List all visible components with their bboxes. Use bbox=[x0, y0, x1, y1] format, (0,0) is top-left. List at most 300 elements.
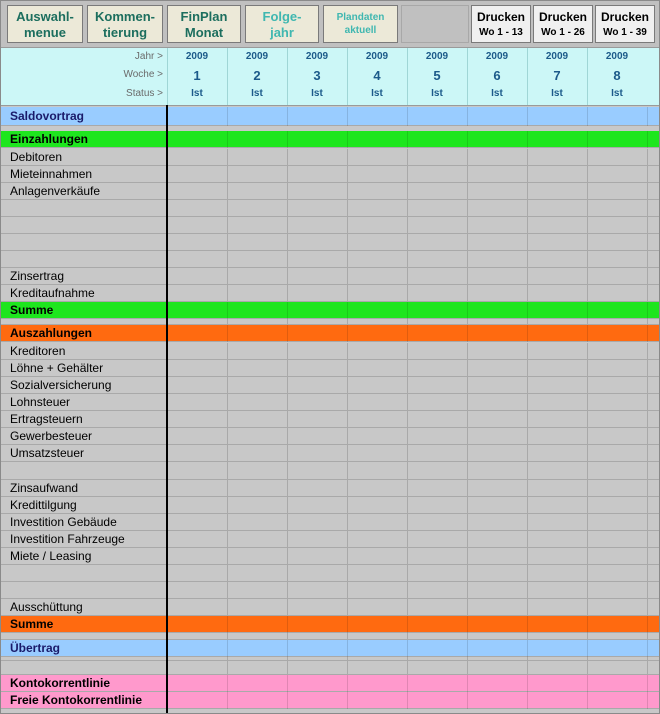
value-cell[interactable] bbox=[528, 675, 587, 691]
value-cell[interactable] bbox=[408, 480, 467, 496]
row-mieteinnahmen bbox=[1, 166, 659, 183]
value-cell[interactable] bbox=[348, 285, 407, 301]
value-cell[interactable] bbox=[408, 217, 467, 233]
value-cell[interactable] bbox=[408, 675, 467, 691]
value-cell[interactable] bbox=[288, 251, 347, 267]
value-cell[interactable] bbox=[588, 565, 647, 581]
value-cell[interactable] bbox=[168, 394, 227, 410]
value-cell[interactable] bbox=[228, 428, 287, 444]
value-cell[interactable] bbox=[348, 343, 407, 359]
value-cell[interactable] bbox=[528, 166, 587, 182]
value-cell[interactable] bbox=[288, 531, 347, 547]
value-cell[interactable] bbox=[168, 234, 227, 250]
finplan-monat-button[interactable] bbox=[167, 5, 241, 43]
value-cell[interactable] bbox=[528, 200, 587, 216]
value-cell[interactable] bbox=[168, 285, 227, 301]
value-cell[interactable] bbox=[408, 251, 467, 267]
cell-divider bbox=[647, 343, 648, 360]
value-cell[interactable] bbox=[588, 131, 647, 147]
value-cell[interactable] bbox=[408, 548, 467, 564]
value-cell[interactable] bbox=[288, 302, 347, 318]
value-cell[interactable] bbox=[348, 200, 407, 216]
value-cell[interactable] bbox=[588, 514, 647, 530]
value-cell[interactable] bbox=[228, 394, 287, 410]
value-cell[interactable] bbox=[408, 445, 467, 461]
value-cell[interactable] bbox=[468, 377, 527, 393]
value-cell[interactable] bbox=[228, 234, 287, 250]
value-cell[interactable] bbox=[528, 548, 587, 564]
value-cell[interactable] bbox=[408, 661, 467, 674]
value-cell[interactable] bbox=[528, 531, 587, 547]
value-cell[interactable] bbox=[468, 640, 527, 656]
value-cell[interactable] bbox=[408, 166, 467, 182]
value-cell[interactable] bbox=[408, 325, 467, 341]
value-cell[interactable] bbox=[288, 131, 347, 147]
value-cell[interactable] bbox=[288, 548, 347, 564]
value-cell[interactable] bbox=[468, 462, 527, 479]
value-cell[interactable] bbox=[528, 480, 587, 496]
value-cell[interactable] bbox=[468, 285, 527, 301]
value-cell[interactable] bbox=[588, 343, 647, 359]
value-cell[interactable] bbox=[228, 131, 287, 147]
value-cell[interactable] bbox=[468, 325, 527, 341]
cell-divider bbox=[527, 633, 528, 640]
value-cell[interactable] bbox=[168, 692, 227, 708]
value-cell[interactable] bbox=[168, 107, 227, 125]
value-cell[interactable] bbox=[228, 582, 287, 598]
value-cell[interactable] bbox=[228, 531, 287, 547]
value-cell[interactable] bbox=[588, 661, 647, 674]
value-cell[interactable] bbox=[348, 325, 407, 341]
value-cell[interactable] bbox=[168, 166, 227, 182]
value-cell[interactable] bbox=[288, 428, 347, 444]
value-cell[interactable] bbox=[348, 462, 407, 479]
value-cell[interactable] bbox=[528, 268, 587, 284]
value-cell[interactable] bbox=[588, 692, 647, 708]
value-cell[interactable] bbox=[228, 107, 287, 125]
value-cell[interactable] bbox=[468, 675, 527, 691]
value-cell[interactable] bbox=[528, 183, 587, 199]
folgejahr-button[interactable] bbox=[245, 5, 319, 43]
value-cell[interactable] bbox=[528, 411, 587, 427]
value-cell[interactable] bbox=[528, 377, 587, 393]
value-cell[interactable] bbox=[468, 131, 527, 147]
value-cell[interactable] bbox=[528, 599, 587, 615]
value-cell[interactable] bbox=[408, 302, 467, 318]
value-cell[interactable] bbox=[468, 480, 527, 496]
value-cell[interactable] bbox=[348, 166, 407, 182]
value-cell[interactable] bbox=[348, 582, 407, 598]
value-cell[interactable] bbox=[348, 548, 407, 564]
value-cell[interactable] bbox=[288, 149, 347, 165]
value-cell[interactable] bbox=[528, 661, 587, 674]
value-cell[interactable] bbox=[528, 514, 587, 530]
value-cell[interactable] bbox=[228, 285, 287, 301]
value-cell[interactable] bbox=[168, 428, 227, 444]
value-cell[interactable] bbox=[288, 377, 347, 393]
value-cell[interactable] bbox=[468, 183, 527, 199]
value-cell[interactable] bbox=[228, 166, 287, 182]
row-label: Kreditaufnahme bbox=[10, 286, 95, 300]
value-cell[interactable] bbox=[528, 692, 587, 708]
value-cell[interactable] bbox=[348, 217, 407, 233]
value-cell[interactable] bbox=[348, 445, 407, 461]
value-cell[interactable] bbox=[528, 285, 587, 301]
value-cell[interactable] bbox=[288, 616, 347, 632]
value-cell[interactable] bbox=[588, 428, 647, 444]
value-cell[interactable] bbox=[228, 497, 287, 513]
value-cell[interactable] bbox=[588, 480, 647, 496]
value-cell[interactable] bbox=[408, 107, 467, 125]
value-cell[interactable] bbox=[588, 234, 647, 250]
value-cell[interactable] bbox=[348, 149, 407, 165]
value-cell[interactable] bbox=[528, 234, 587, 250]
value-cell[interactable] bbox=[288, 360, 347, 376]
value-cell[interactable] bbox=[528, 582, 587, 598]
value-cell[interactable] bbox=[588, 616, 647, 632]
row-gridline bbox=[1, 125, 659, 126]
kommentierung-button[interactable] bbox=[87, 5, 163, 43]
value-cell[interactable] bbox=[468, 251, 527, 267]
value-cell[interactable] bbox=[468, 599, 527, 615]
row-einzahlungen bbox=[1, 131, 659, 148]
value-cell[interactable] bbox=[228, 343, 287, 359]
value-cell[interactable] bbox=[228, 149, 287, 165]
value-cell[interactable] bbox=[168, 200, 227, 216]
value-cell[interactable] bbox=[228, 302, 287, 318]
value-cell[interactable] bbox=[168, 445, 227, 461]
value-cell[interactable] bbox=[168, 183, 227, 199]
value-cell[interactable] bbox=[168, 675, 227, 691]
value-cell[interactable] bbox=[168, 149, 227, 165]
value-cell[interactable] bbox=[588, 268, 647, 284]
row-label: Saldovortrag bbox=[10, 109, 85, 123]
value-cell[interactable] bbox=[228, 411, 287, 427]
value-cell[interactable] bbox=[228, 640, 287, 656]
value-cell[interactable] bbox=[288, 480, 347, 496]
value-cell[interactable] bbox=[168, 268, 227, 284]
value-cell[interactable] bbox=[288, 640, 347, 656]
value-cell[interactable] bbox=[588, 360, 647, 376]
value-cell[interactable] bbox=[348, 640, 407, 656]
value-cell[interactable] bbox=[528, 394, 587, 410]
value-cell[interactable] bbox=[228, 217, 287, 233]
value-cell[interactable] bbox=[468, 692, 527, 708]
value-cell[interactable] bbox=[228, 565, 287, 581]
value-cell[interactable] bbox=[228, 692, 287, 708]
value-cell[interactable] bbox=[588, 377, 647, 393]
value-cell[interactable] bbox=[348, 616, 407, 632]
value-cell[interactable] bbox=[348, 411, 407, 427]
value-cell[interactable] bbox=[528, 445, 587, 461]
value-cell[interactable] bbox=[348, 360, 407, 376]
value-cell[interactable] bbox=[468, 149, 527, 165]
value-cell[interactable] bbox=[588, 531, 647, 547]
value-cell[interactable] bbox=[468, 360, 527, 376]
week-cell: 5 bbox=[433, 68, 441, 83]
value-cell[interactable] bbox=[468, 497, 527, 513]
value-cell[interactable] bbox=[168, 343, 227, 359]
value-cell[interactable] bbox=[588, 445, 647, 461]
value-cell[interactable] bbox=[468, 616, 527, 632]
value-cell[interactable] bbox=[528, 251, 587, 267]
value-cell[interactable] bbox=[468, 428, 527, 444]
value-cell[interactable] bbox=[468, 200, 527, 216]
row-hdg bbox=[1, 661, 659, 675]
value-cell[interactable] bbox=[288, 497, 347, 513]
value-cell[interactable] bbox=[348, 394, 407, 410]
value-cell[interactable] bbox=[408, 582, 467, 598]
year-cell: 2009 bbox=[245, 51, 269, 62]
value-cell[interactable] bbox=[408, 183, 467, 199]
value-cell[interactable] bbox=[168, 251, 227, 267]
cell-divider bbox=[347, 633, 348, 640]
value-cell[interactable] bbox=[528, 640, 587, 656]
value-cell[interactable] bbox=[528, 302, 587, 318]
value-cell[interactable] bbox=[228, 268, 287, 284]
value-cell[interactable] bbox=[168, 565, 227, 581]
value-cell[interactable] bbox=[348, 302, 407, 318]
value-cell[interactable] bbox=[528, 565, 587, 581]
value-cell[interactable] bbox=[588, 462, 647, 479]
value-cell[interactable] bbox=[408, 692, 467, 708]
value-cell[interactable] bbox=[588, 675, 647, 691]
value-cell[interactable] bbox=[528, 616, 587, 632]
value-cell[interactable] bbox=[228, 183, 287, 199]
value-cell[interactable] bbox=[468, 166, 527, 182]
value-cell[interactable] bbox=[168, 599, 227, 615]
value-cell[interactable] bbox=[468, 531, 527, 547]
value-cell[interactable] bbox=[528, 428, 587, 444]
value-cell[interactable] bbox=[168, 640, 227, 656]
value-cell[interactable] bbox=[408, 531, 467, 547]
value-cell[interactable] bbox=[588, 548, 647, 564]
value-cell[interactable] bbox=[468, 514, 527, 530]
cell-divider bbox=[647, 360, 648, 377]
value-cell[interactable] bbox=[528, 149, 587, 165]
value-cell[interactable] bbox=[588, 285, 647, 301]
value-cell[interactable] bbox=[288, 675, 347, 691]
value-cell[interactable] bbox=[228, 251, 287, 267]
value-cell[interactable] bbox=[348, 675, 407, 691]
print-weeks-1-39-button[interactable] bbox=[595, 5, 655, 43]
value-cell[interactable] bbox=[468, 582, 527, 598]
value-cell[interactable] bbox=[288, 217, 347, 233]
cell-divider bbox=[647, 394, 648, 411]
value-cell[interactable] bbox=[348, 497, 407, 513]
value-cell[interactable] bbox=[228, 548, 287, 564]
value-cell[interactable] bbox=[468, 411, 527, 427]
value-cell[interactable] bbox=[168, 131, 227, 147]
value-cell[interactable] bbox=[168, 514, 227, 530]
value-cell[interactable] bbox=[588, 640, 647, 656]
value-cell[interactable] bbox=[468, 234, 527, 250]
value-cell[interactable] bbox=[588, 325, 647, 341]
value-cell[interactable] bbox=[528, 462, 587, 479]
value-cell[interactable] bbox=[408, 616, 467, 632]
value-cell[interactable] bbox=[528, 360, 587, 376]
value-cell[interactable] bbox=[468, 268, 527, 284]
value-cell[interactable] bbox=[288, 411, 347, 427]
value-cell[interactable] bbox=[408, 640, 467, 656]
row-label: Mieteinnahmen bbox=[10, 167, 93, 181]
plandaten-aktuell-button[interactable] bbox=[323, 5, 398, 43]
value-cell[interactable] bbox=[408, 377, 467, 393]
value-cell[interactable] bbox=[288, 343, 347, 359]
value-cell[interactable] bbox=[168, 462, 227, 479]
value-cell[interactable] bbox=[288, 394, 347, 410]
value-cell[interactable] bbox=[348, 661, 407, 674]
value-cell[interactable] bbox=[408, 394, 467, 410]
value-cell[interactable] bbox=[348, 480, 407, 496]
value-cell[interactable] bbox=[528, 497, 587, 513]
status-cell: Ist bbox=[191, 88, 203, 99]
value-cell[interactable] bbox=[168, 497, 227, 513]
value-cell[interactable] bbox=[408, 149, 467, 165]
value-cell[interactable] bbox=[468, 445, 527, 461]
print-weeks-1-26-button[interactable] bbox=[533, 5, 593, 43]
value-cell[interactable] bbox=[588, 166, 647, 182]
value-cell[interactable] bbox=[288, 200, 347, 216]
value-cell[interactable] bbox=[168, 531, 227, 547]
value-cell[interactable] bbox=[468, 217, 527, 233]
value-cell[interactable] bbox=[168, 480, 227, 496]
value-cell[interactable] bbox=[168, 360, 227, 376]
value-cell[interactable] bbox=[228, 200, 287, 216]
value-cell[interactable] bbox=[168, 217, 227, 233]
value-cell[interactable] bbox=[168, 661, 227, 674]
week-cell: 7 bbox=[553, 68, 561, 83]
value-cell[interactable] bbox=[408, 428, 467, 444]
value-cell[interactable] bbox=[168, 548, 227, 564]
cell-divider bbox=[647, 640, 648, 657]
value-cell[interactable] bbox=[288, 661, 347, 674]
value-cell[interactable] bbox=[168, 377, 227, 393]
value-cell[interactable] bbox=[588, 251, 647, 267]
value-cell[interactable] bbox=[408, 200, 467, 216]
value-cell[interactable] bbox=[588, 394, 647, 410]
value-cell[interactable] bbox=[408, 565, 467, 581]
value-cell[interactable] bbox=[228, 377, 287, 393]
value-cell[interactable] bbox=[288, 599, 347, 615]
value-cell[interactable] bbox=[348, 268, 407, 284]
value-cell[interactable] bbox=[588, 599, 647, 615]
value-cell[interactable] bbox=[588, 582, 647, 598]
value-cell[interactable] bbox=[228, 445, 287, 461]
value-cell[interactable] bbox=[288, 565, 347, 581]
value-cell[interactable] bbox=[288, 183, 347, 199]
value-cell[interactable] bbox=[348, 107, 407, 125]
auswahlmenue-button[interactable] bbox=[7, 5, 83, 43]
value-cell[interactable] bbox=[468, 302, 527, 318]
value-cell[interactable] bbox=[468, 343, 527, 359]
value-cell[interactable] bbox=[588, 200, 647, 216]
value-cell[interactable] bbox=[528, 343, 587, 359]
value-cell[interactable] bbox=[228, 360, 287, 376]
value-cell[interactable] bbox=[468, 548, 527, 564]
value-cell[interactable] bbox=[348, 377, 407, 393]
value-cell[interactable] bbox=[588, 217, 647, 233]
value-cell[interactable] bbox=[288, 107, 347, 125]
value-cell[interactable] bbox=[288, 514, 347, 530]
value-cell[interactable] bbox=[348, 514, 407, 530]
print-weeks-1-13-button[interactable] bbox=[471, 5, 531, 43]
value-cell[interactable] bbox=[408, 285, 467, 301]
value-cell[interactable] bbox=[288, 268, 347, 284]
cell-divider bbox=[647, 633, 648, 640]
row-umsatzsteuer bbox=[1, 445, 659, 462]
value-cell[interactable] bbox=[228, 599, 287, 615]
value-cell[interactable] bbox=[348, 428, 407, 444]
value-cell[interactable] bbox=[468, 565, 527, 581]
value-cell[interactable] bbox=[228, 675, 287, 691]
value-cell[interactable] bbox=[408, 497, 467, 513]
value-cell[interactable] bbox=[528, 217, 587, 233]
value-cell[interactable] bbox=[288, 234, 347, 250]
value-cell[interactable] bbox=[528, 131, 587, 147]
value-cell[interactable] bbox=[408, 462, 467, 479]
value-cell[interactable] bbox=[348, 692, 407, 708]
value-cell[interactable] bbox=[168, 302, 227, 318]
value-cell[interactable] bbox=[348, 183, 407, 199]
value-cell[interactable] bbox=[588, 497, 647, 513]
value-cell[interactable] bbox=[588, 149, 647, 165]
value-cell[interactable] bbox=[408, 599, 467, 615]
value-cell[interactable] bbox=[348, 131, 407, 147]
value-cell[interactable] bbox=[168, 325, 227, 341]
value-cell[interactable] bbox=[288, 582, 347, 598]
value-cell[interactable] bbox=[288, 166, 347, 182]
value-cell[interactable] bbox=[228, 514, 287, 530]
value-cell[interactable] bbox=[588, 411, 647, 427]
value-cell[interactable] bbox=[348, 234, 407, 250]
value-cell[interactable] bbox=[348, 531, 407, 547]
value-cell[interactable] bbox=[468, 394, 527, 410]
value-cell[interactable] bbox=[408, 360, 467, 376]
value-cell[interactable] bbox=[408, 514, 467, 530]
value-cell[interactable] bbox=[168, 582, 227, 598]
value-cell[interactable] bbox=[588, 302, 647, 318]
value-cell[interactable] bbox=[288, 445, 347, 461]
value-cell[interactable] bbox=[348, 599, 407, 615]
value-cell[interactable] bbox=[348, 251, 407, 267]
value-cell[interactable] bbox=[408, 411, 467, 427]
value-cell[interactable] bbox=[168, 411, 227, 427]
value-cell[interactable] bbox=[228, 325, 287, 341]
value-cell[interactable] bbox=[468, 107, 527, 125]
value-cell[interactable] bbox=[408, 343, 467, 359]
value-cell[interactable] bbox=[288, 462, 347, 479]
value-cell[interactable] bbox=[288, 692, 347, 708]
value-cell[interactable] bbox=[408, 268, 467, 284]
value-cell[interactable] bbox=[348, 565, 407, 581]
value-cell[interactable] bbox=[408, 234, 467, 250]
value-cell[interactable] bbox=[528, 325, 587, 341]
value-cell[interactable] bbox=[588, 183, 647, 199]
value-cell[interactable] bbox=[468, 661, 527, 674]
value-cell[interactable] bbox=[588, 107, 647, 125]
cell-divider bbox=[647, 285, 648, 302]
value-cell[interactable] bbox=[228, 462, 287, 479]
value-cell[interactable] bbox=[228, 616, 287, 632]
value-cell[interactable] bbox=[288, 285, 347, 301]
value-cell[interactable] bbox=[528, 107, 587, 125]
value-cell[interactable] bbox=[288, 325, 347, 341]
value-cell[interactable] bbox=[228, 480, 287, 496]
value-cell[interactable] bbox=[168, 616, 227, 632]
value-cell[interactable] bbox=[228, 661, 287, 674]
value-cell[interactable] bbox=[408, 131, 467, 147]
